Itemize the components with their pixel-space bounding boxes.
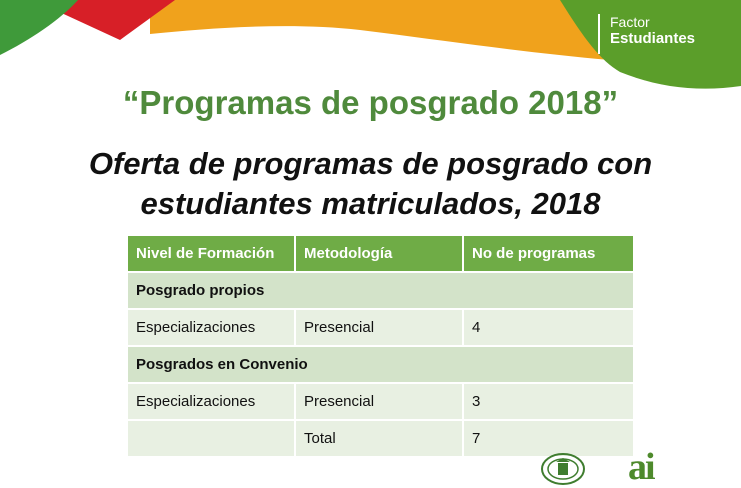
university-seal-icon bbox=[540, 452, 586, 486]
cell-no-programas: 3 bbox=[463, 383, 634, 420]
table-row bbox=[127, 309, 634, 346]
cell-total-value: 7 bbox=[463, 420, 634, 457]
group-row-convenio bbox=[127, 346, 634, 383]
brand-line-1: Factor bbox=[610, 14, 650, 30]
cell-total-label: Total bbox=[295, 420, 463, 457]
subtitle-line-2: estudiantes matriculados, 2018 bbox=[140, 186, 601, 221]
group-row-propios bbox=[127, 272, 634, 309]
header-metodologia: Metodología bbox=[295, 235, 463, 272]
table-row bbox=[127, 383, 634, 420]
table-header-row bbox=[127, 235, 634, 272]
group-label: Posgrado propios bbox=[127, 272, 634, 309]
programs-table bbox=[126, 234, 635, 458]
cell-nivel: Especializaciones bbox=[127, 383, 295, 420]
cell-metodologia: Presencial bbox=[295, 309, 463, 346]
cell-no-programas: 4 bbox=[463, 309, 634, 346]
brand-logo bbox=[598, 14, 695, 54]
cell-nivel: Especializaciones bbox=[127, 309, 295, 346]
ai-logo: ai bbox=[628, 446, 654, 488]
cell-empty bbox=[127, 420, 295, 457]
header-nivel: Nivel de Formación bbox=[127, 235, 295, 272]
slide-subtitle bbox=[60, 144, 681, 224]
group-label: Posgrados en Convenio bbox=[127, 346, 634, 383]
green-corner-left bbox=[0, 0, 78, 55]
brand-line-2: Estudiantes bbox=[610, 30, 696, 48]
subtitle-line-1: Oferta de programas de posgrado con bbox=[88, 146, 653, 181]
orange-swoosh bbox=[150, 0, 610, 60]
slide-title: “Programas de posgrado 2018” bbox=[122, 84, 619, 121]
cell-metodologia: Presencial bbox=[295, 383, 463, 420]
header-no-programas: No de programas bbox=[463, 235, 634, 272]
